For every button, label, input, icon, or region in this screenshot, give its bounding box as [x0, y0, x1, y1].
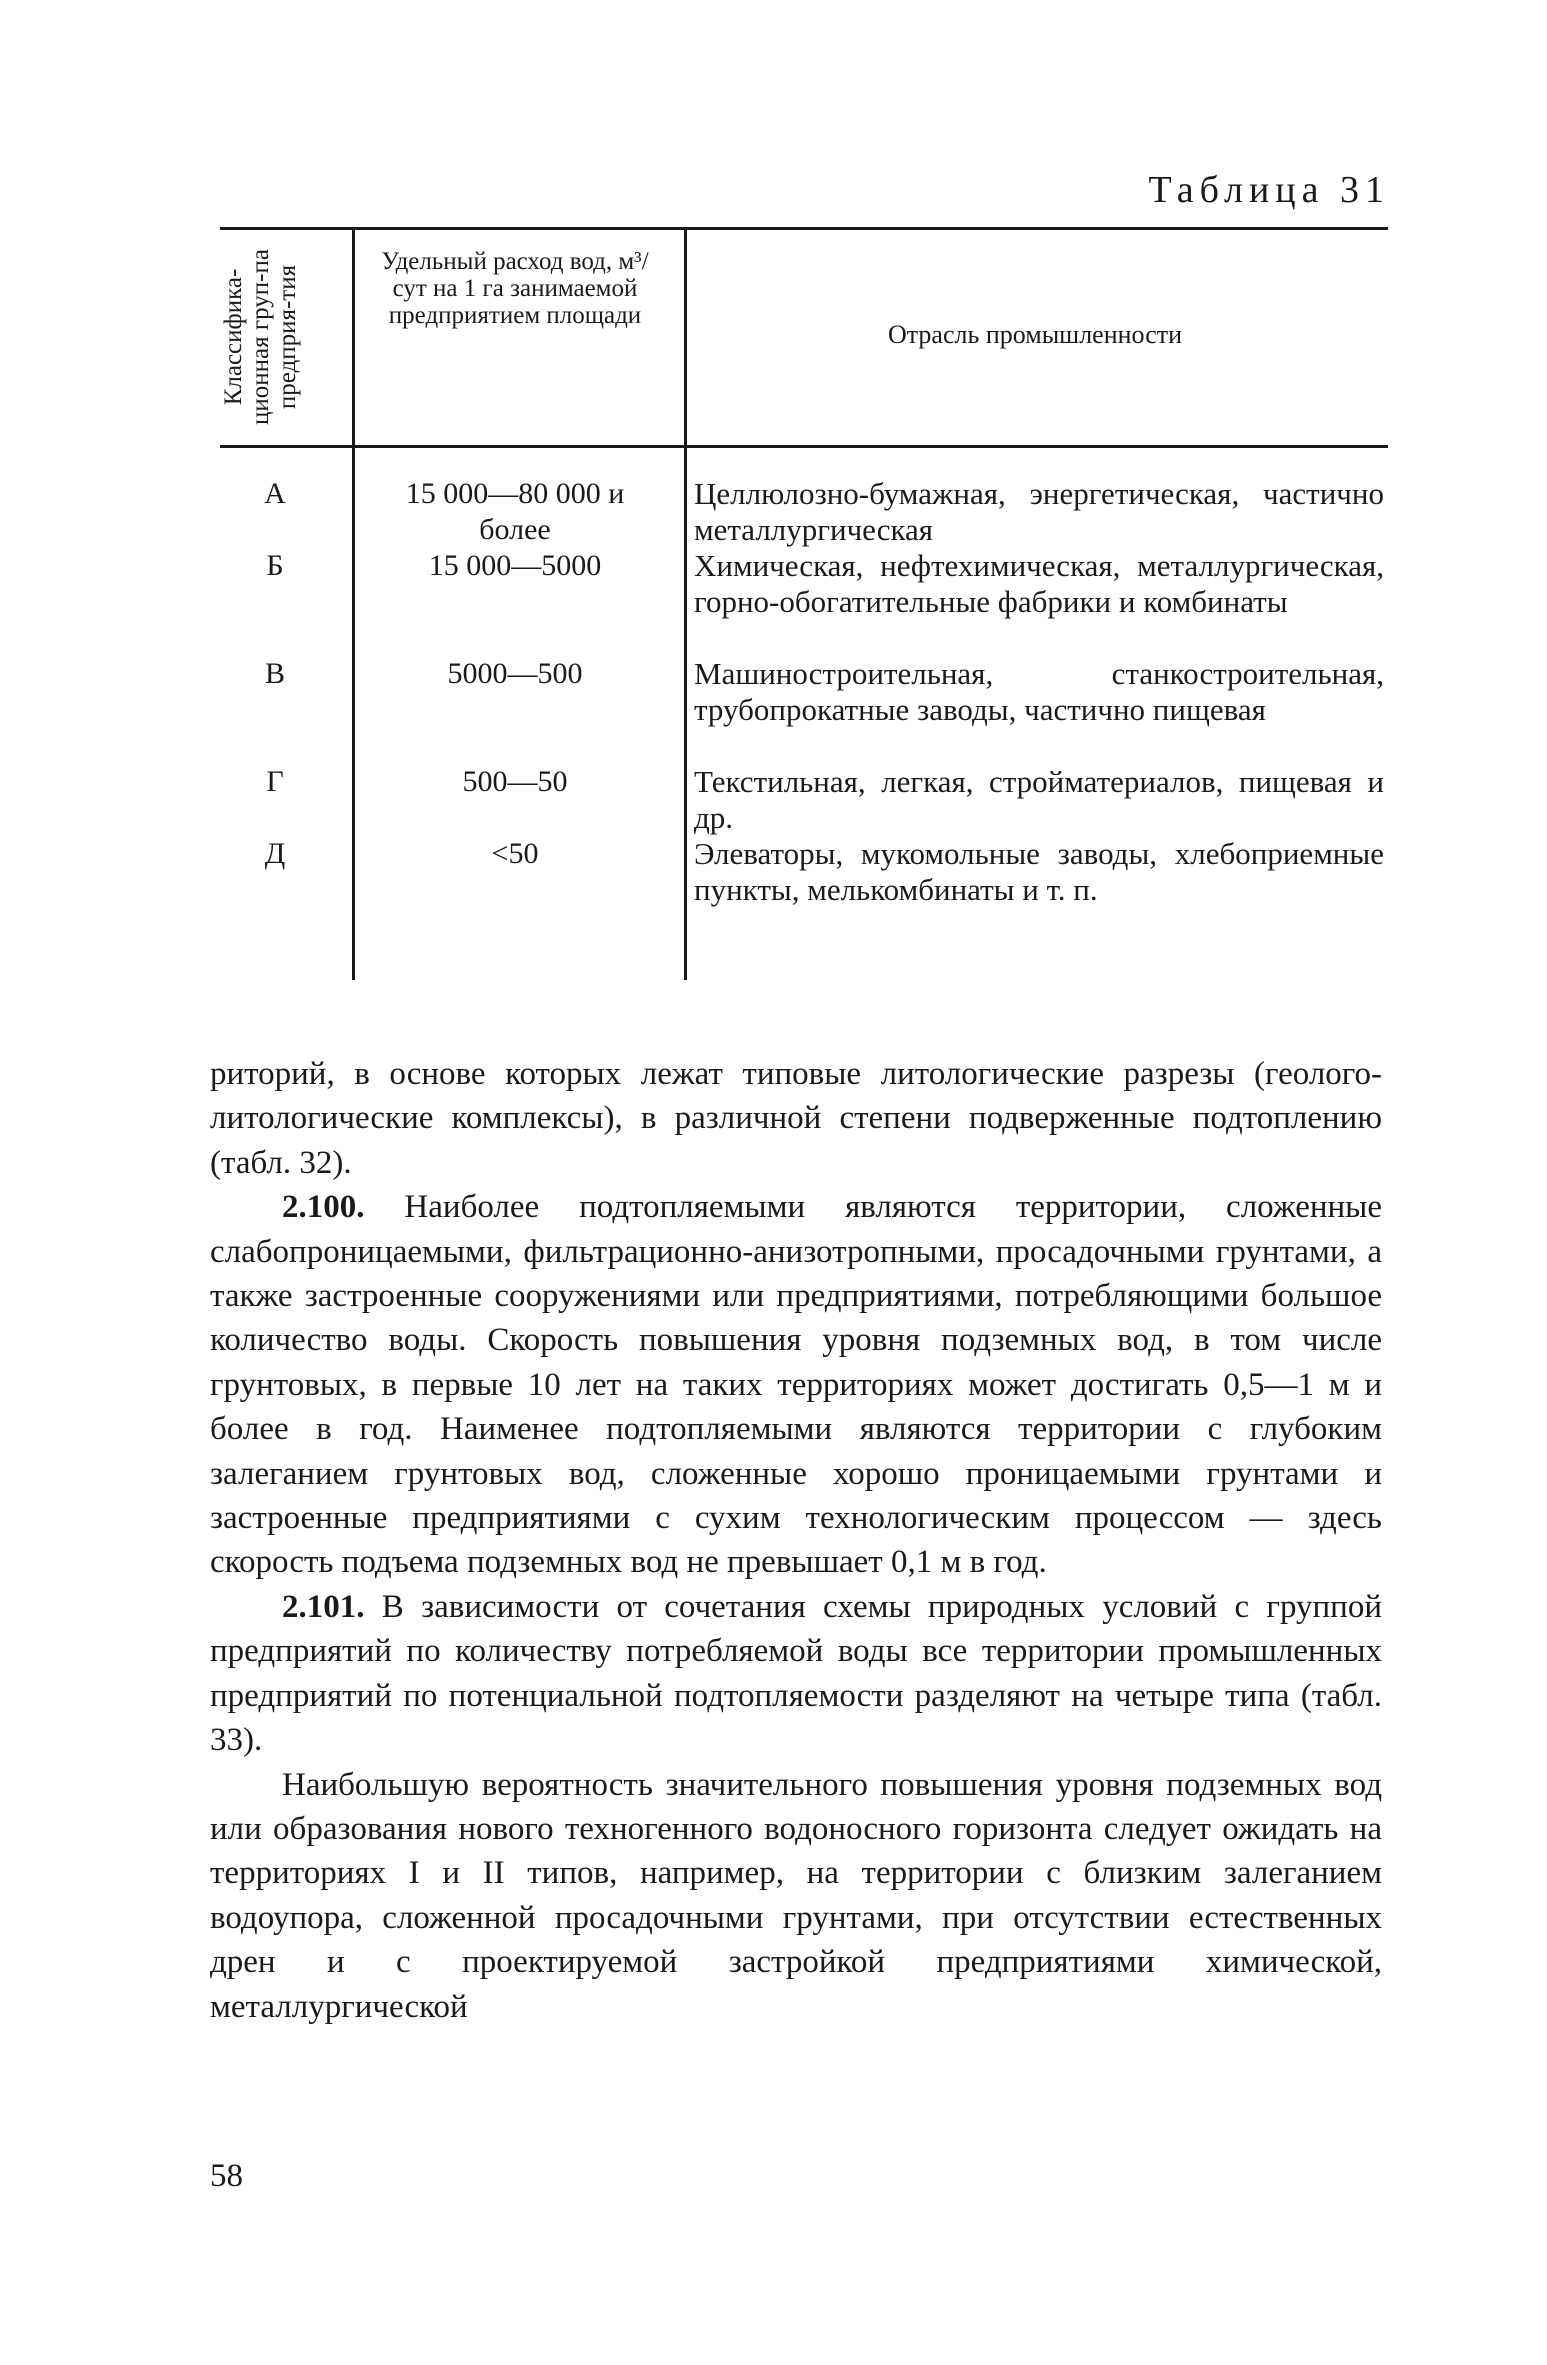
table-header-rule — [220, 445, 1388, 448]
industry-cell: Целлюлозно-бумажная, энергетическая, частично металлургическая — [694, 476, 1384, 547]
industry-cell: Химическая, нефтехимическая, металлургическая, горно-обогатительные фабрики и комбинаты — [694, 548, 1384, 619]
rate-cell: 500—50 — [462, 765, 568, 798]
paragraph: Наибольшую вероятность значительного повышения уровня подземных вод или образования нового техногенного водоносного горизонта следует ожидать на территориях I и II типов, например, на территории с близким залеганием водоупора, сложенной просадочными грунтами, при отсутствии естественных дрен и с проектируемой застройкой предприятиями химической, металлургической — [210, 1766, 1382, 2025]
group-cell: Д — [264, 837, 286, 870]
header-group-label: Классифика-ционная груп-па предприя-тия — [220, 249, 301, 425]
group-cell: В — [264, 657, 285, 690]
group-cell: Г — [266, 765, 284, 798]
industry-cell: Машиностроительная, станкостроительная, трубопрокатные заводы, частично пищевая — [694, 656, 1384, 727]
table-column-divider-1 — [352, 230, 355, 980]
table-column-divider-2 — [684, 230, 687, 980]
paragraph-text: В зависимости от сочетания схемы природных условий с группой предприятий по количеству потребляемой воды все территории промышленных предприятий по потенциальной подтопляемости разделяют на четыре типа (табл. 33). — [210, 1588, 1382, 1759]
group-cell: Б — [266, 549, 284, 582]
table-caption: Таблица 31 — [1148, 169, 1390, 211]
table-top-rule — [220, 227, 1388, 230]
header-industry-label: Отрасль промышленности — [887, 320, 1183, 349]
paragraph — [210, 1585, 1382, 1763]
industry-cell: Элеваторы, мукомольные заводы, хлебоприемные пункты, мелькомбинаты и т. п. — [694, 836, 1384, 907]
header-group-cell — [220, 232, 350, 442]
rate-cell: 15 000—80 000 и более — [405, 477, 625, 546]
paragraph — [210, 1185, 1382, 1585]
industry-cell: Текстильная, легкая, стройматериалов, пищевая и др. — [694, 764, 1384, 835]
paragraph: риторий, в основе которых лежат типовые литологические разрезы (геолого-литологические комплексы), в различной степени подверженные подтоплению (табл. 32). — [210, 1056, 1382, 1181]
rate-cell: 5000—500 — [447, 657, 583, 690]
section-number: 2.101. — [282, 1588, 365, 1625]
group-cell: А — [264, 477, 286, 510]
body-text — [210, 1052, 1382, 2029]
rate-cell: <50 — [491, 837, 539, 870]
section-number: 2.100. — [282, 1189, 365, 1226]
page-number: 58 — [210, 2158, 243, 2194]
paragraph-text: Наиболее подтопляемыми являются территории, сложенные слабопроницаемыми, фильтрационно-анизотропными, просадочными грунтами, а также застроенные сооружениями или предприятиями, потребляющими большое количество воды. Скорость повышения уровня подземных вод, в том числе грунтовых, в первые 10 лет на таких территориях может достигать 0,5—1 м и более в год. Наименее подтопляемыми являются территории с глубоким залеганием грунтовых вод, сложенные хорошо проницаемыми грунтами и застроенные предприятиями с сухим технологическим процессом — здесь скорость подъема подземных вод не превышает 0,1 м в год. — [210, 1189, 1382, 1581]
header-rate-label: Удельный расход вод, м³/сут на 1 га занимаемой предприятием площади — [381, 248, 649, 329]
rate-cell: 15 000—5000 — [428, 549, 602, 582]
